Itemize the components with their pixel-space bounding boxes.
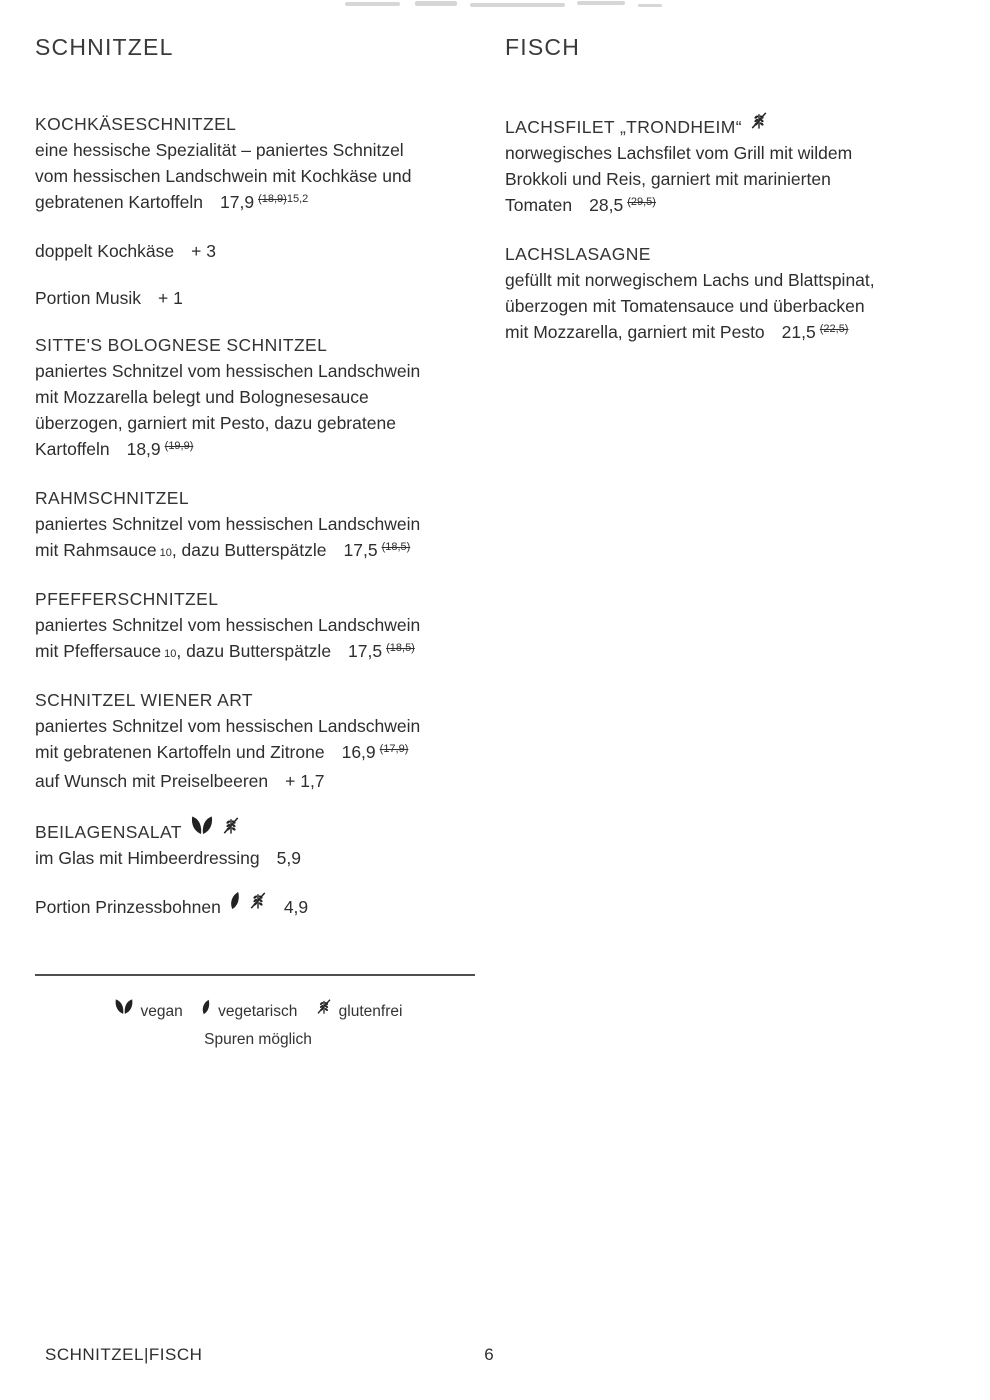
desc-line: überzogen mit Tomatensauce und überbacken (505, 296, 865, 316)
vegetarian-icon (229, 891, 241, 910)
dish-description (35, 358, 481, 465)
dish-title: SITTE'S BOLOGNESE SCHNITZEL (35, 335, 328, 355)
dish-price: 18,9 (126, 439, 161, 459)
glutenfree-icon (249, 891, 267, 910)
menu-item (35, 586, 481, 667)
desc-line: vom hessischen Landschwein mit Kochkäse und (35, 166, 412, 186)
desc-line: paniertes Schnitzel vom hessischen Landschwein (35, 716, 421, 736)
price-extra: 15,2 (286, 193, 309, 205)
dish-title-text: BEILAGENSALAT (35, 822, 182, 842)
additive-footnote: 10 (159, 547, 172, 559)
dish-description (35, 612, 481, 667)
vegan-icon (190, 814, 214, 835)
legend-label: vegetarisch (218, 1003, 298, 1020)
old-price: (17,9) (379, 743, 409, 755)
dish-title: SCHNITZEL WIENER ART (35, 690, 254, 710)
dish-title: RAHMSCHNITZEL (35, 488, 189, 508)
old-price: (18,5) (381, 541, 411, 553)
dish-title-text: LACHSFILET „TRONDHEIM“ (505, 117, 742, 137)
footer-section-label: SCHNITZEL|FISCH (45, 1345, 203, 1364)
legend-vegetarisch (201, 1003, 297, 1020)
desc-line: paniertes Schnitzel vom hessischen Landschwein (35, 615, 421, 635)
dish-price: 5,9 (276, 848, 301, 868)
dish-description (35, 845, 481, 871)
legend-label: vegan (140, 1003, 183, 1020)
desc-line: gebratenen Kartoffeln (35, 192, 204, 212)
dish-price: 21,5 (781, 322, 816, 342)
addon-label: Portion Musik (35, 288, 142, 308)
desc-line: paniertes Schnitzel vom hessischen Landschwein (35, 514, 421, 534)
desc-line: norwegisches Lachsfilet vom Grill mit wildem (505, 143, 853, 163)
vegetarian-icon (201, 999, 211, 1015)
legend-note: Spuren möglich (204, 1031, 312, 1048)
schnitzel-column (35, 33, 481, 1054)
dish-title (505, 111, 951, 140)
old-price: (22,5) (819, 323, 849, 335)
menu-item (35, 485, 481, 566)
desc-line: im Glas mit Himbeerdressing (35, 848, 260, 868)
vegan-icon (114, 997, 134, 1015)
menu-addon (35, 891, 481, 920)
section-heading-schnitzel: SCHNITZEL (35, 34, 174, 60)
old-price: (18,5) (386, 642, 415, 654)
menu-item (35, 111, 481, 218)
glutenfree-icon (316, 998, 332, 1015)
legend-glutenfrei (316, 1003, 403, 1020)
desc-line: mit Mozzarella belegt und Bolognesesauce (35, 387, 369, 407)
dish-price: 28,5 (589, 195, 624, 215)
old-price: (29,5) (627, 196, 656, 208)
menu-addon (35, 238, 481, 264)
desc-line: paniertes Schnitzel vom hessischen Landschwein (35, 361, 421, 381)
desc-line: eine hessische Spezialität – paniertes Schnitzel (35, 140, 404, 160)
dish-price: 17,5 (348, 641, 383, 661)
desc-line: mit Mozzarella, garniert mit Pesto (505, 322, 765, 342)
fisch-column (505, 33, 951, 368)
dish-price: 17,9 (220, 192, 255, 212)
dish-title: KOCHKÄSESCHNITZEL (35, 114, 237, 134)
menu-item (35, 814, 481, 871)
legend-label: glutenfrei (338, 1003, 403, 1020)
addon-price: 4,9 (283, 897, 309, 917)
menu-item (505, 241, 951, 348)
dish-price: 17,5 (343, 540, 378, 560)
divider (35, 974, 475, 976)
menu-item (35, 687, 481, 794)
desc-line: mit Pfeffersauce (35, 641, 162, 661)
menu-item (505, 111, 951, 221)
addon-price: + 1 (158, 288, 183, 308)
desc-line: mit Rahmsauce (35, 540, 157, 560)
dish-title: PFEFFERSCHNITZEL (35, 589, 219, 609)
section-heading-fisch: FISCH (505, 34, 580, 60)
addon-label: Portion Prinzessbohnen (35, 897, 221, 917)
desc-line: gefüllt mit norwegischem Lachs und Blattspinat, (505, 270, 875, 290)
legend-icons-row (35, 997, 481, 1026)
desc-line: Brokkoli und Reis, garniert mit marinierten (505, 169, 831, 189)
dish-description (35, 511, 481, 566)
desc-line: Tomaten (505, 195, 573, 215)
dish-description (505, 140, 951, 221)
old-price: (18,9) (258, 193, 287, 205)
dish-title: LACHSLASAGNE (505, 244, 651, 264)
glutenfree-icon (750, 111, 768, 130)
glutenfree-icon (222, 816, 240, 835)
dish-option-price: + 1,7 (285, 771, 325, 791)
desc-line: , dazu Butterspätzle (171, 540, 327, 560)
additive-footnote: 10 (164, 648, 177, 660)
menu-item (35, 332, 481, 465)
desc-line: überzogen, garniert mit Pesto, dazu gebratene (35, 413, 396, 433)
page-number: 6 (484, 1345, 494, 1364)
desc-line: , dazu Butterspätzle (176, 641, 332, 661)
dish-description (35, 137, 481, 218)
dish-price: 16,9 (341, 742, 376, 762)
addon-price: + 3 (191, 241, 216, 261)
desc-line: Kartoffeln (35, 439, 110, 459)
old-price: (19,9) (164, 440, 194, 452)
dish-option-text: auf Wunsch mit Preiselbeeren (35, 771, 269, 791)
menu-addon (35, 285, 481, 311)
dish-description (35, 713, 481, 794)
dish-description (505, 267, 951, 348)
legend (35, 997, 481, 1054)
desc-line: mit gebratenen Kartoffeln und Zitrone (35, 742, 325, 762)
legend-vegan (114, 1003, 183, 1020)
addon-label: doppelt Kochkäse (35, 241, 175, 261)
dish-title (35, 814, 481, 845)
